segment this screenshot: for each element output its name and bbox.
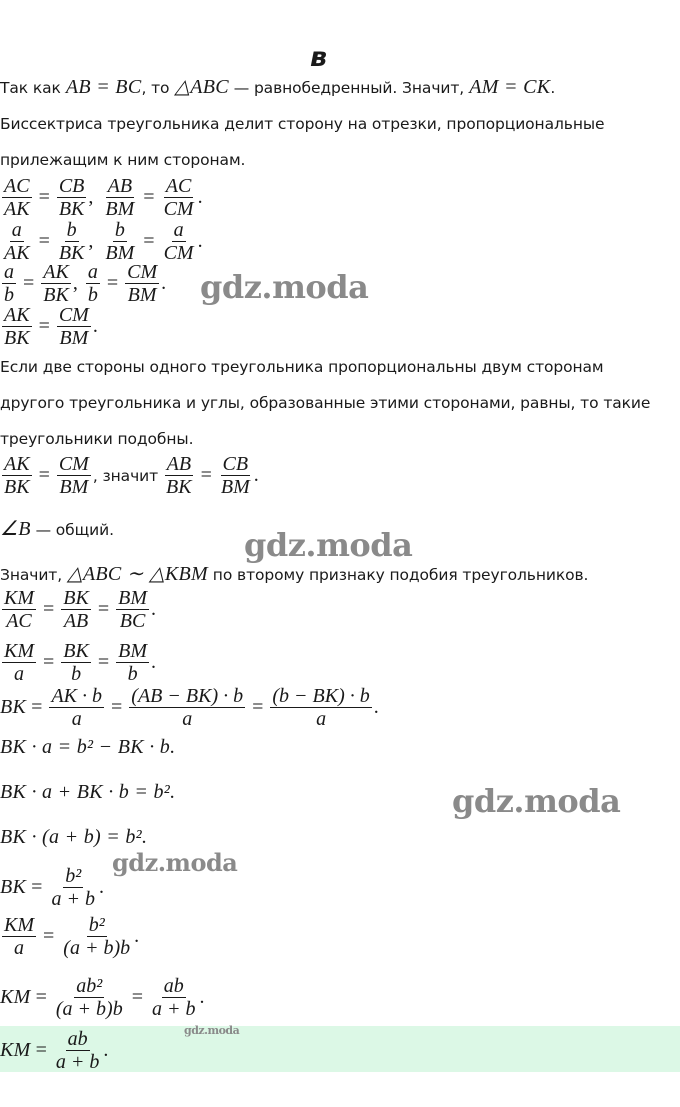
math-symbol: , xyxy=(72,272,78,294)
fraction-numerator: ab xyxy=(163,975,184,997)
fraction-denominator: a xyxy=(182,708,193,730)
section-letter: в xyxy=(310,42,328,73)
math-symbol: , xyxy=(88,230,94,252)
fraction xyxy=(57,304,91,349)
fraction-denominator: BM xyxy=(220,476,250,498)
fraction-denominator: b xyxy=(71,663,82,685)
fraction-denominator: AK xyxy=(4,198,30,220)
math-symbol: . xyxy=(151,598,157,620)
formula-12: BK = $\frac{\text{b²}}{a + b}$ . xyxy=(0,865,104,910)
bisector-rule-line2: прилежащим к ним сторонам. xyxy=(0,151,246,169)
fraction xyxy=(61,640,91,685)
fraction xyxy=(2,175,32,220)
fraction-denominator: CM xyxy=(163,198,194,220)
fraction xyxy=(54,1028,102,1073)
fraction-denominator: a xyxy=(71,708,82,730)
fraction-numerator: BK xyxy=(63,640,89,662)
fraction xyxy=(162,175,196,220)
watermark-logo: gdz.moda xyxy=(452,782,621,820)
watermark-logo: gdz.moda xyxy=(200,268,369,306)
math-symbol: . xyxy=(197,186,203,208)
math-symbol: = xyxy=(143,230,155,252)
fraction-denominator: b xyxy=(127,663,138,685)
fraction xyxy=(86,261,100,306)
fraction-denominator: BK xyxy=(166,476,192,498)
math-symbol: = xyxy=(38,464,50,486)
formula-4 xyxy=(0,304,98,349)
similarity-rule-line2: другого треугольника и углы, образованные этими сторонами, равны, то такие xyxy=(0,394,651,412)
math-symbol: . xyxy=(197,230,203,252)
common-angle-line: ∠B — общий. xyxy=(0,518,114,540)
fraction-numerator: KM xyxy=(4,587,34,609)
formula-10: BK · a + BK · b = b². xyxy=(0,781,176,803)
fraction xyxy=(2,640,36,685)
fraction-numerator: BM xyxy=(118,587,148,609)
fraction-numerator: a xyxy=(173,219,184,241)
math-symbol: = xyxy=(38,186,50,208)
math-symbol: = xyxy=(131,986,143,1008)
similarity-rule-line3: треугольники подобны. xyxy=(0,430,194,448)
fraction xyxy=(57,175,87,220)
fraction-numerator: AB xyxy=(166,453,192,475)
fraction-denominator: a + b xyxy=(55,1051,100,1073)
fraction xyxy=(57,219,87,264)
fraction xyxy=(41,261,71,306)
formula-13 xyxy=(0,914,139,959)
formula-7 xyxy=(0,640,156,685)
watermark-logo: gdz.moda xyxy=(184,1024,240,1037)
math-symbol: , xyxy=(88,186,94,208)
fraction-denominator: b xyxy=(87,284,98,306)
math-symbol: = xyxy=(43,651,55,673)
formula-14: KM = $\frac{\text{ab²}}{(a + b)b}$ = $\frac{ab}{a + b}$ . xyxy=(0,975,205,1020)
fraction xyxy=(2,304,32,349)
fraction-numerator: a xyxy=(11,219,22,241)
fraction-denominator: BC xyxy=(119,610,146,632)
fraction xyxy=(61,587,91,632)
fraction-denominator: (a + b)b xyxy=(55,998,123,1020)
fraction-denominator: BK xyxy=(4,476,30,498)
math-symbol: . xyxy=(199,986,205,1008)
math-symbol: = xyxy=(43,598,55,620)
fraction-numerator: CB xyxy=(222,453,249,475)
fraction-numerator: b xyxy=(66,219,77,241)
math-symbol: = xyxy=(200,464,212,486)
similarity-conclusion: Значит, △ABC ∼ △KBM по второму признаку подобия треугольников. xyxy=(0,563,589,585)
watermark-logo: gdz.moda xyxy=(112,848,238,877)
math-symbol: = xyxy=(35,986,47,1008)
fraction-numerator: AK · b xyxy=(51,685,103,707)
fraction-denominator: a xyxy=(14,937,24,959)
formula-3 xyxy=(0,261,166,306)
fraction-numerator: BM xyxy=(118,640,148,662)
fraction xyxy=(125,261,159,306)
fraction-denominator: a xyxy=(316,708,327,730)
formula-1 xyxy=(0,175,203,220)
math-symbol: = xyxy=(252,696,264,718)
math-symbol: = xyxy=(111,696,123,718)
fraction-denominator: BM xyxy=(105,198,135,220)
fraction-numerator: BK xyxy=(63,587,89,609)
fraction xyxy=(103,175,136,220)
math-symbol: . xyxy=(98,876,104,898)
fraction-denominator: b xyxy=(4,284,14,306)
fraction-numerator: CB xyxy=(58,175,85,197)
bisector-rule-line1: Биссектриса треугольника делит сторону на отрезки, пропорциональные xyxy=(0,115,605,133)
fraction-denominator: AB xyxy=(63,610,89,632)
fraction xyxy=(49,685,104,730)
fraction-numerator: CM xyxy=(58,304,89,326)
formula-6 xyxy=(0,587,156,632)
answer-formula: KM = $\frac{ab}{a + b}$ . xyxy=(0,1028,109,1073)
math-symbol: = xyxy=(106,272,119,294)
fraction-denominator: a + b xyxy=(152,998,196,1020)
formula-2 xyxy=(0,219,203,264)
fraction-numerator: ab² xyxy=(76,975,103,997)
fraction-numerator: AK xyxy=(43,261,69,283)
fraction-numerator: a xyxy=(87,261,98,283)
math-symbol: . xyxy=(134,925,140,947)
fraction xyxy=(2,453,32,498)
fraction-numerator: (b − BK) · b xyxy=(272,685,370,707)
fraction xyxy=(49,865,97,910)
fraction-numerator: AK xyxy=(4,453,30,475)
fraction-numerator: ab xyxy=(67,1028,88,1050)
similarity-rule-line1: Если две стороны одного треугольника пропорциональны двум сторонам xyxy=(0,358,604,376)
formula-5: $\frac{AK}{BK}$ = $\frac{CM}{BM}$ , значит $\frac{AB}{BK}$ = $\frac{CB}{BM}$ . xyxy=(4,453,259,498)
fraction-numerator: KM xyxy=(4,640,34,662)
fraction xyxy=(57,453,91,498)
fraction-numerator: CM xyxy=(127,261,158,283)
fraction-numerator: AC xyxy=(165,175,192,197)
math-symbol: . xyxy=(103,1039,109,1061)
math-symbol: . xyxy=(253,464,259,486)
math-symbol: = xyxy=(23,272,35,294)
fraction-numerator: KM xyxy=(4,914,34,936)
math-symbol: = xyxy=(38,315,50,337)
math-symbol: = xyxy=(97,651,110,673)
math-symbol: = xyxy=(97,598,110,620)
fraction-numerator: AK xyxy=(4,304,30,326)
fraction xyxy=(162,219,196,264)
math-symbol: . xyxy=(373,696,379,718)
fraction-numerator: b² xyxy=(88,914,105,936)
formula-9: BK · a = b² − BK · b. xyxy=(0,736,176,758)
fraction xyxy=(129,685,245,730)
fraction xyxy=(2,587,36,632)
fraction-numerator: (AB − BK) · b xyxy=(131,685,244,707)
fraction xyxy=(270,685,371,730)
fraction-denominator: a xyxy=(14,663,24,685)
fraction-denominator: CM xyxy=(163,242,194,264)
fraction-denominator: BM xyxy=(127,284,157,306)
fraction xyxy=(2,914,36,959)
fraction-numerator: CM xyxy=(58,453,89,475)
statement-isosceles: Так как AB = BC, то △ABC — равнобедренный. Значит, AM = CK. xyxy=(0,76,556,98)
watermark-logo: gdz.moda xyxy=(244,526,413,564)
fraction xyxy=(2,219,32,264)
math-symbol: . xyxy=(151,651,157,673)
fraction-denominator: BM xyxy=(59,327,89,349)
fraction-denominator: BK xyxy=(4,327,30,349)
formula-8: BK = $\frac{AK \cdot b}{a}$ = $\frac{(AB - BK) \cdot b}{a}$ = $\frac{(b - BK) \cdot b}{a}$ . xyxy=(0,685,379,730)
fraction xyxy=(54,975,125,1020)
fraction-denominator: BM xyxy=(105,242,135,264)
fraction-numerator: AC xyxy=(4,175,30,197)
fraction xyxy=(61,914,132,959)
math-symbol: = xyxy=(143,186,155,208)
fraction-denominator: BK xyxy=(43,284,69,306)
math-symbol: = xyxy=(31,696,43,718)
fraction-denominator: a + b xyxy=(51,888,95,910)
fraction-numerator: b² xyxy=(65,865,82,887)
math-symbol: = xyxy=(31,876,43,898)
fraction-denominator: AK xyxy=(4,242,30,264)
fraction-denominator: (a + b)b xyxy=(63,937,131,959)
fraction-numerator: b xyxy=(114,219,125,241)
math-symbol: = xyxy=(38,230,50,252)
fraction-denominator: BM xyxy=(59,476,89,498)
fraction xyxy=(164,453,194,498)
fraction-denominator: BK xyxy=(58,198,85,220)
fraction xyxy=(150,975,198,1020)
fraction-numerator: AB xyxy=(107,175,133,197)
math-symbol: . xyxy=(92,315,98,337)
fraction xyxy=(116,587,149,632)
fraction-numerator: a xyxy=(4,261,14,283)
math-symbol: = xyxy=(43,925,55,947)
fraction xyxy=(103,219,136,264)
fraction-denominator: BK xyxy=(58,242,85,264)
formula-11: BK · (a + b) = b². xyxy=(0,826,148,848)
fraction xyxy=(219,453,252,498)
fraction xyxy=(116,640,149,685)
math-symbol: . xyxy=(161,272,167,294)
math-symbol: = xyxy=(35,1039,47,1061)
fraction-denominator: AC xyxy=(6,610,32,632)
fraction xyxy=(2,261,16,306)
